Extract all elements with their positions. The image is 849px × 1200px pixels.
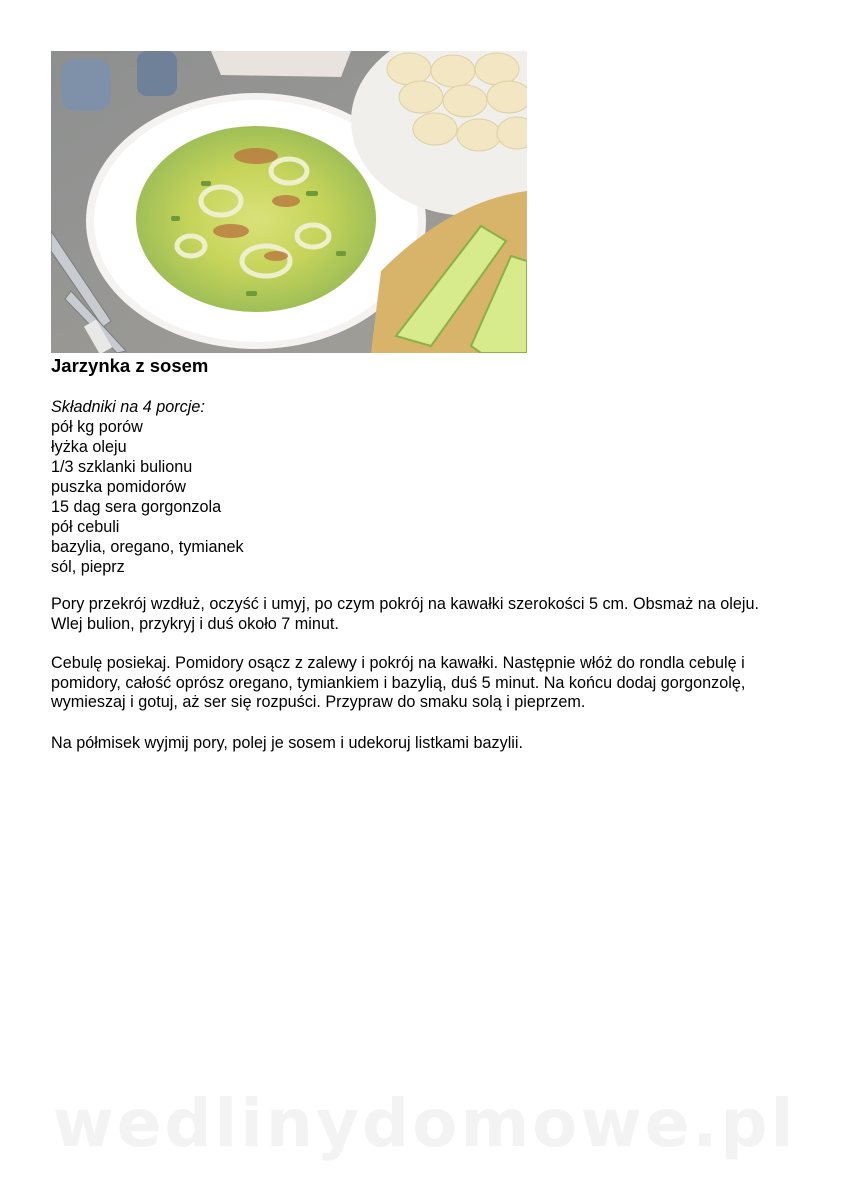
ingredient-item: 15 dag sera gorgonzola	[51, 498, 222, 516]
ingredient-item: pół cebuli	[51, 518, 120, 536]
watermark: wedlinydomowe.pl	[52, 1085, 797, 1162]
instruction-step-2: Cebulę posiekaj. Pomidory osącz z zalewy i pokrój na kawałki. Następnie włóż do rondla cebulę i pomidory, całość oprósz oregano, tymiankiem i bazylią, duś 5 minut. Na końcu dodaj gorgonzolę, wymieszaj i gotuj, aż ser się rozpuści. Przypraw do smaku solą i pieprzem.	[51, 654, 746, 711]
instruction-step-1: Pory przekrój wzdłuż, oczyść i umyj, po czym pokrój na kawałki szerokości 5 cm. Obsmaż na oleju. Wlej bulion, przykryj i duś około 7 minut.	[51, 595, 759, 633]
recipe-title: Jarzynka z sosem	[51, 355, 209, 376]
ingredient-item: pół kg porów	[51, 418, 143, 436]
ingredient-item: łyżka oleju	[51, 438, 127, 456]
ingredients-list	[51, 397, 244, 577]
instruction-step-3: Na półmisek wyjmij pory, polej je sosem i udekoruj listkami bazylii.	[51, 734, 523, 752]
ingredient-item: sól, pieprz	[51, 558, 125, 576]
ingredient-item: puszka pomidorów	[51, 478, 186, 496]
ingredient-item: 1/3 szklanki bulionu	[51, 458, 193, 476]
recipe-photo	[51, 51, 527, 353]
ingredient-item: bazylia, oregano, tymianek	[51, 538, 244, 556]
ingredients-heading: Składniki na 4 porcje:	[51, 398, 205, 416]
